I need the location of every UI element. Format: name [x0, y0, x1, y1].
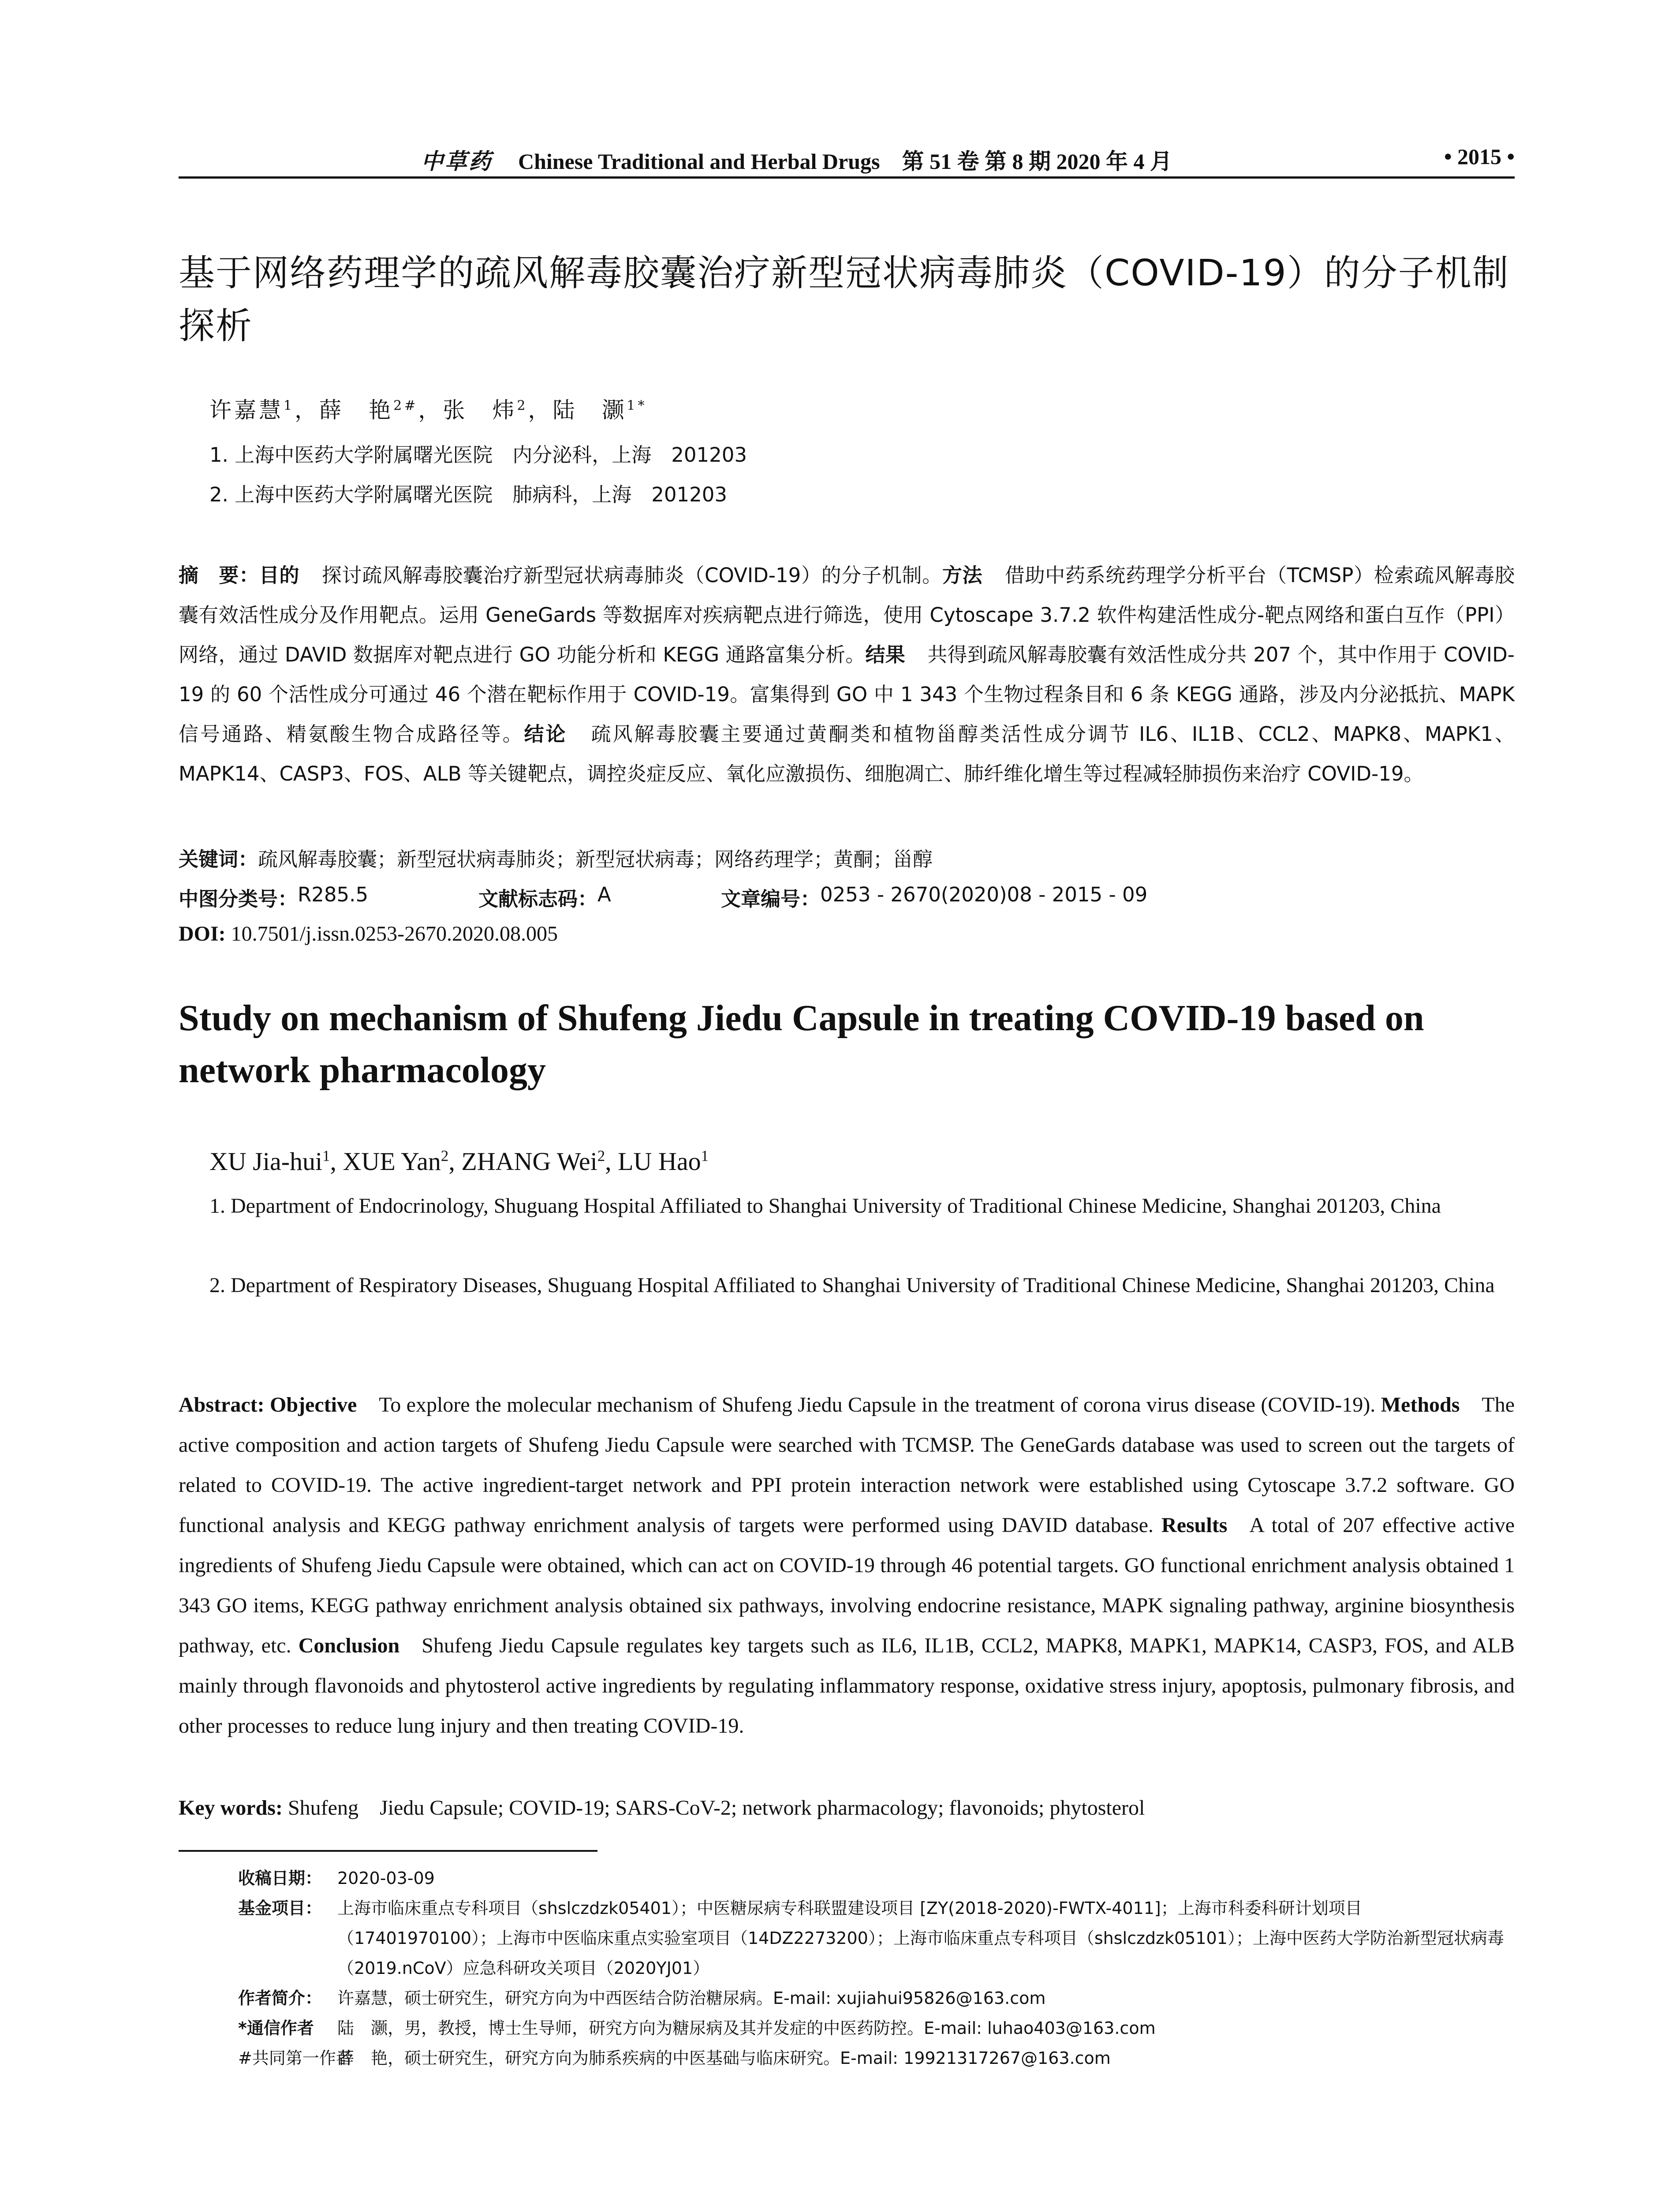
methods-text: 借助中药系统药理学分析平台（TCMSP）检索疏风解毒胶囊有效活性成分及作用靶点。运用 GeneGards 等数据库对疾病靶点进行筛选，使用 Cytoscape 3.7.2 软件构建活性成分-靶点网络和蛋白互作（PPI）网络，通过 DAVID 数据库对靶点进行 GO 功能分析和 KEGG 通路富集分析。 — [179, 564, 1515, 666]
doc-code-value: A — [597, 883, 611, 906]
author-separator: ， — [528, 397, 553, 423]
objective-label: 目的 — [259, 564, 300, 587]
clc-value: R285.5 — [298, 883, 369, 906]
fund-label: 基金项目： — [238, 1899, 322, 1918]
clc-label: 中图分类号： — [179, 887, 298, 911]
author-affil-mark: 2 — [597, 1147, 605, 1165]
footnote-received — [238, 1863, 1515, 1893]
author-name: LU Hao — [618, 1147, 701, 1176]
english-authors — [209, 1147, 1444, 1176]
keywords-text: 疏风解毒胶囊；新型冠状病毒肺炎；新型冠状病毒；网络药理学；黄酮；甾醇 — [258, 848, 933, 871]
doi-value: 10.7501/j.issn.0253-2670.2020.08.005 — [231, 922, 558, 946]
footnote-rule — [179, 1850, 597, 1852]
journal-issue: Chinese Traditional and Herbal Drugs 第 51 卷 第 8 期 2020 年 4 月 — [518, 149, 1172, 174]
footnote-fund — [238, 1893, 1515, 1983]
author-name: 陆 灏 — [553, 397, 627, 423]
author-separator: ， — [295, 397, 320, 423]
header-rule — [179, 176, 1515, 179]
bio-label: 作者简介： — [238, 1988, 322, 2008]
bio-text: 许嘉慧，硕士研究生，研究方向为中西医结合防治糖尿病。E-mail: xujiahui95826@163.com — [337, 1988, 1046, 2008]
author-affil-mark: 1 — [284, 398, 295, 414]
author-name: ZHANG Wei — [461, 1147, 597, 1176]
english-affiliation-1: 1. Department of Endocrinology, Shuguang Hospital Affiliated to Shanghai University of Traditional Chinese Medicine, Shanghai 201203, China — [209, 1194, 1441, 1218]
footnote-bio — [238, 1983, 1515, 2013]
chinese-keywords — [179, 843, 1515, 878]
conclusion-text: 疏风解毒胶囊主要通过黄酮类和植物甾醇类活性成分调节 IL6、IL1B、CCL2、MAPK8、MAPK1、MAPK14、CASP3、FOS、ALB 等关键靶点，调控炎症反应、氧化应激损伤、细胞凋亡、肺纤维化增生等过程减轻肺损伤来治疗 COVID-19。 — [179, 722, 1515, 785]
doi-line — [179, 922, 1515, 946]
results-text: 共得到疏风解毒胶囊有效活性成分共 207 个，其中作用于 COVID-19 的 60 个活性成分可通过 46 个潜在靶标作用于 COVID-19。富集得到 GO 中 1 343 个生物过程条目和 6 条 KEGG 通路，涉及内分泌抵抗、MAPK 信号通路、精氨酸生物合成路径等。 — [179, 643, 1515, 746]
classification-line — [179, 883, 1515, 918]
english-title: Study on mechanism of Shufeng Jiedu Capsule in treating COVID-19 based on network pharmacology — [179, 998, 1424, 1091]
author-name: XUE Yan — [343, 1147, 441, 1176]
results-text: A total of 207 effective active ingredients of Shufeng Jiedu Capsule were obtained, which can act on COVID-19 through 46 potential targets. GO functional enrichment analysis obtained 1 343 GO items, KEGG pathway enrichment analysis obtained six pathways, involving endocrine resistance, MAPK signaling pathway, arginine biosynthesis pathway, etc. — [179, 1514, 1515, 1657]
author-separator: , — [330, 1147, 343, 1176]
cofirst-label: #共同第一作者 — [238, 2048, 353, 2068]
conclusion-label: Conclusion — [298, 1634, 400, 1657]
keywords-label: Key words: — [179, 1796, 283, 1820]
english-abstract — [179, 1385, 1515, 1746]
received-label: 收稿日期： — [238, 1869, 322, 1888]
chinese-title: 基于网络药理学的疏风解毒胶囊治疗新型冠状病毒肺炎（COVID-19）的分子机制探析 — [179, 252, 1509, 347]
methods-label: 方法 — [942, 564, 983, 587]
fund-text: 上海市临床重点专科项目（shslczdzk05401）；中医糖尿病专科联盟建设项目 [ZY(2018-2020)-FWTX-4011]；上海市科委科研计划项目（17401970100）；上海市中医临床重点实验室项目（14DZ2273200）；上海市临床重点专科项目（shslczdzk05101）；上海中医药大学防治新型冠状病毒（2019.nCoV）应急科研攻关项目（2020YJ01） — [337, 1899, 1504, 1978]
chinese-affiliation-2: 2. 上海中医药大学附属曙光医院 肺病科，上海 201203 — [209, 483, 728, 506]
chinese-affiliation-1: 1. 上海中医药大学附属曙光医院 内分泌科，上海 201203 — [209, 443, 747, 467]
author-affil-mark: 1* — [627, 398, 647, 414]
footnotes — [238, 1863, 1515, 2073]
english-affiliation-2: 2. Department of Respiratory Diseases, Shuguang Hospital Affiliated to Shanghai University of Traditional Chinese Medicine, Shanghai 201203, China — [209, 1274, 1495, 1297]
footnote-cofirst — [238, 2043, 1515, 2073]
abstract-label: 摘 要： — [179, 564, 259, 587]
chinese-abstract — [179, 556, 1515, 794]
english-keywords — [179, 1790, 1515, 1821]
results-label: 结果 — [865, 643, 906, 666]
received-date: 2020-03-09 — [337, 1869, 435, 1888]
author-affil-mark: 1 — [701, 1147, 709, 1165]
running-header — [179, 140, 1515, 176]
corresponding-label: *通信作者 — [238, 2018, 314, 2038]
keywords-label: 关键词： — [179, 848, 258, 871]
author-name: XU Jia-hui — [209, 1147, 323, 1176]
doi-label: DOI: — [179, 922, 226, 946]
author-affil-mark: 2 — [517, 398, 528, 414]
article-no-value: 0253 - 2670(2020)08 - 2015 - 09 — [820, 883, 1148, 906]
page-number: • 2015 • — [1444, 144, 1515, 169]
footnote-corresponding — [238, 2013, 1515, 2043]
keywords-text: Shufeng Jiedu Capsule; COVID-19; SARS-CoV-2; network pharmacology; flavonoids; phytosterol — [287, 1796, 1145, 1820]
results-label: Results — [1161, 1514, 1228, 1537]
author-affil-mark: 1 — [322, 1147, 330, 1165]
abstract-label: Abstract: — [179, 1393, 265, 1416]
conclusion-text: Shufeng Jiedu Capsule regulates key targets such as IL6, IL1B, CCL2, MAPK8, MAPK1, MAPK14, CASP3, FOS, and ALB mainly through flavonoids and phytosterol active ingredients by regulating inflammatory response, oxidative stress injury, apoptosis, pulmonary fibrosis, and other processes to reduce lung injury and then treating COVID-19. — [179, 1634, 1515, 1738]
corresponding-text: 陆 灏，男，教授，博士生导师，研究方向为糖尿病及其并发症的中医药防控。E-mail: luhao403@163.com — [337, 2018, 1156, 2038]
objective-label: Objective — [270, 1393, 357, 1416]
author-name: 张 炜 — [443, 397, 517, 423]
methods-label: Methods — [1381, 1393, 1460, 1416]
author-name: 许嘉慧 — [209, 397, 284, 423]
conclusion-label: 结论 — [524, 722, 567, 746]
journal-logo: 中草药 — [421, 149, 493, 174]
author-separator: ， — [418, 397, 443, 423]
objective-text: To explore the molecular mechanism of Shufeng Jiedu Capsule in the treatment of corona virus disease (COVID-19). — [379, 1393, 1376, 1416]
author-separator: , — [448, 1147, 462, 1176]
author-separator: , — [605, 1147, 618, 1176]
objective-text: 探讨疏风解毒胶囊治疗新型冠状病毒肺炎（COVID-19）的分子机制。 — [321, 564, 942, 587]
author-affil-mark: 2# — [393, 398, 418, 414]
article-no-label: 文章编号： — [721, 887, 821, 911]
author-name: 薛 艳 — [319, 397, 394, 423]
chinese-authors — [209, 392, 1444, 424]
doc-code-label: 文献标志码： — [478, 887, 598, 911]
cofirst-text: 薛 艳，硕士研究生，研究方向为肺系疾病的中医基础与临床研究。E-mail: 19921317267@163.com — [337, 2048, 1111, 2068]
methods-text: The active composition and action targets of Shufeng Jiedu Capsule were searched with TCMSP. The GeneGards database was used to screen out the targets of related to COVID-19. The active ingredient-target network and PPI protein interaction network were established using Cytoscape 3.7.2 software. GO functional analysis and KEGG pathway enrichment analysis of targets were performed using DAVID database. — [179, 1393, 1515, 1537]
author-affil-mark: 2 — [441, 1147, 449, 1165]
